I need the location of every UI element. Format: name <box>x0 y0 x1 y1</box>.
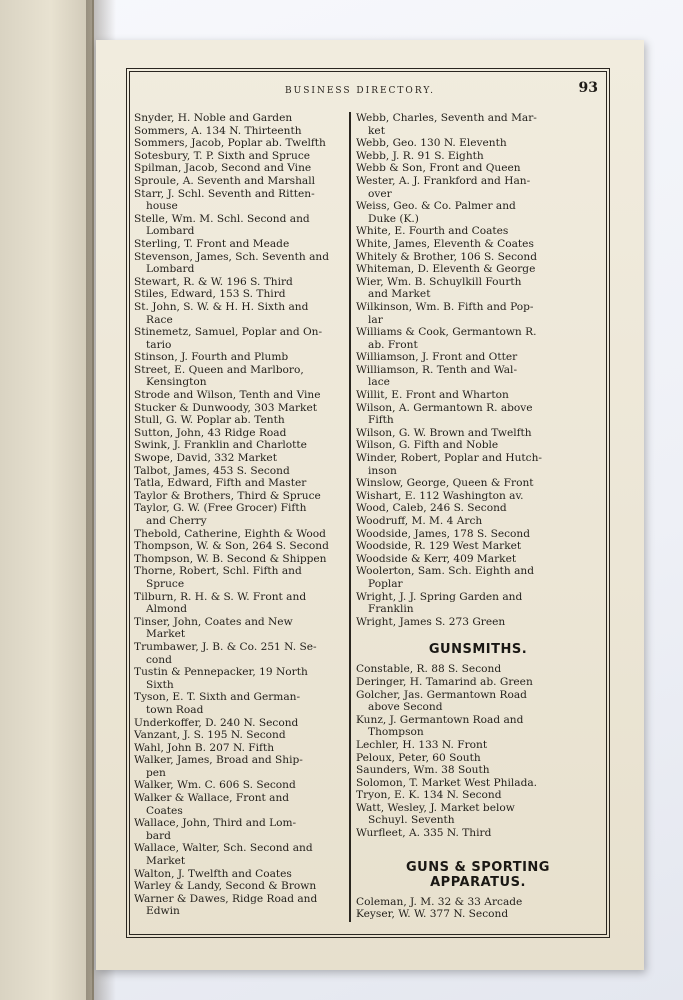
directory-entry <box>356 663 600 676</box>
directory-entry <box>134 175 344 188</box>
directory-entry <box>356 591 600 616</box>
entry-line: Stinson, J. Fourth and Plumb <box>134 351 289 364</box>
entry-line: Williams & Cook, Germantown R. <box>356 326 537 339</box>
entry-continuation: house <box>146 200 178 213</box>
entry-line: Strode and Wilson, Tenth and Vine <box>134 389 321 402</box>
directory-entry <box>134 490 344 503</box>
entry-line: Wood, Caleb, 246 S. Second <box>356 502 507 515</box>
entry-line: Thompson, W. B. Second & Shippen <box>134 552 327 565</box>
entry-line: Swope, David, 332 Market <box>134 452 277 465</box>
entry-line: Webb, J. R. 91 S. Eighth <box>356 149 484 162</box>
entry-line: Webb, Charles, Seventh and Mar- <box>356 112 537 124</box>
entry-continuation: and Cherry <box>146 515 207 527</box>
entry-line: Weiss, Geo. & Co. Palmer and <box>356 200 516 213</box>
directory-entry <box>134 427 344 440</box>
entry-line: Thebold, Catherine, Eighth & Wood <box>134 527 326 540</box>
directory-entry <box>356 112 600 137</box>
directory-entry <box>134 540 344 553</box>
entry-line: Walker, James, Broad and Ship- <box>134 754 303 767</box>
directory-entry <box>356 238 600 251</box>
directory-entry <box>356 676 600 689</box>
entry-line: Whiteman, D. Eleventh & George <box>356 263 536 276</box>
directory-entry <box>134 893 344 918</box>
directory-entry <box>134 880 344 893</box>
entry-line: White, James, Eleventh & Coates <box>356 237 534 250</box>
directory-entry <box>134 439 344 452</box>
directory-entry <box>134 842 344 867</box>
entry-line: Taylor, G. W. (Free Grocer) Fifth <box>134 502 307 515</box>
entry-line: Woodside, James, 178 S. Second <box>356 527 531 540</box>
page-border <box>126 68 610 938</box>
entry-line: Wallace, Walter, Sch. Second and <box>134 842 313 855</box>
entry-line: Sommers, A. 134 N. Thirteenth <box>134 124 302 137</box>
entry-line: Webb & Son, Front and Queen <box>356 162 521 175</box>
entry-line: Talbot, James, 453 S. Second <box>134 464 290 477</box>
entry-line: Wier, Wm. B. Schuylkill Fourth <box>356 275 522 288</box>
entry-line: Whitely & Brother, 106 S. Second <box>356 250 538 263</box>
directory-entry <box>356 351 600 364</box>
directory-entry <box>134 389 344 402</box>
directory-entry <box>356 802 600 827</box>
entry-line: Wishart, E. 112 Washington av. <box>356 489 524 502</box>
entry-continuation: Schuyl. Seventh <box>368 814 455 827</box>
entry-line: Willit, E. Front and Wharton <box>356 389 509 402</box>
section-title-line: APPARATUS. <box>430 874 526 890</box>
directory-entry <box>134 742 344 755</box>
entry-line: Wurfleet, A. 335 N. Third <box>356 827 492 840</box>
directory-entry <box>356 689 600 714</box>
directory-entry <box>134 238 344 251</box>
directory-entry <box>356 777 600 790</box>
directory-entry <box>134 251 344 276</box>
directory-entry <box>134 502 344 527</box>
entry-line: Deringer, H. Tamarind ab. Green <box>356 675 533 688</box>
directory-entry <box>134 414 344 427</box>
directory-entry <box>134 364 344 389</box>
directory-entry <box>356 515 600 528</box>
directory-entry <box>356 263 600 276</box>
section-title-line: GUNS & SPORTING <box>406 859 550 875</box>
entry-line: Wilson, G. Fifth and Noble <box>356 439 499 452</box>
directory-entry <box>134 112 344 125</box>
directory-entry <box>356 162 600 175</box>
directory-entry <box>356 789 600 802</box>
directory-entry <box>356 896 600 909</box>
entry-continuation: Thompson <box>368 726 424 739</box>
entry-continuation: Market <box>146 628 186 641</box>
entry-line: Webb, Geo. 130 N. Eleventh <box>356 137 507 150</box>
directory-entry <box>134 565 344 590</box>
entry-line: Tustin & Pennepacker, 19 North <box>134 666 308 679</box>
directory-entry <box>134 326 344 351</box>
entry-line: Spilman, Jacob, Second and Vine <box>134 162 312 175</box>
directory-entry <box>356 301 600 326</box>
entry-line: Stiles, Edward, 153 S. Third <box>134 288 286 301</box>
entry-line: Williamson, J. Front and Otter <box>356 351 518 364</box>
entry-continuation: Franklin <box>368 603 414 616</box>
entry-continuation: and Market <box>368 288 431 301</box>
entry-continuation: ab. Front <box>368 338 418 351</box>
entry-line: Wright, J. J. Spring Garden and <box>356 590 523 603</box>
directory-entry <box>134 868 344 881</box>
directory-entry <box>134 729 344 742</box>
directory-entry <box>356 739 600 752</box>
entry-continuation: Race <box>146 313 173 326</box>
directory-entry <box>134 213 344 238</box>
directory-entry <box>356 439 600 452</box>
entry-line: Woolerton, Sam. Sch. Eighth and <box>356 565 535 578</box>
entry-continuation: inson <box>368 464 397 477</box>
entry-continuation: lar <box>368 313 383 326</box>
entry-line: Stevenson, James, Sch. Seventh and <box>134 250 330 263</box>
directory-entry <box>356 827 600 840</box>
entry-line: Vanzant, J. S. 195 N. Second <box>134 729 286 742</box>
entry-line: Williamson, R. Tenth and Wal- <box>356 363 518 376</box>
directory-entry <box>356 402 600 427</box>
directory-entry <box>356 752 600 765</box>
entry-line: Walker & Wallace, Front and <box>134 792 290 805</box>
entry-continuation: bard <box>146 829 171 842</box>
directory-entry <box>134 188 344 213</box>
page-number: 93 <box>578 80 598 96</box>
directory-entry <box>134 162 344 175</box>
directory-entry <box>134 691 344 716</box>
entry-line: Sommers, Jacob, Poplar ab. Twelfth <box>134 137 326 150</box>
column-divider <box>349 112 351 922</box>
directory-entry <box>134 402 344 415</box>
entry-line: Tilburn, R. H. & S. W. Front and <box>134 590 307 603</box>
directory-entry <box>356 389 600 402</box>
entry-line: Peloux, Peter, 60 South <box>356 751 481 764</box>
entry-continuation: town Road <box>146 703 204 716</box>
directory-page <box>96 40 644 970</box>
guns-sporting-entries <box>356 896 600 921</box>
entry-line: Snyder, H. Noble and Garden <box>134 112 293 124</box>
directory-entry <box>134 477 344 490</box>
entry-line: Sotesbury, T. P. Sixth and Spruce <box>134 149 311 162</box>
directory-entry <box>356 565 600 590</box>
directory-entry <box>356 502 600 515</box>
directory-entry <box>134 351 344 364</box>
entry-line: Stucker & Dunwoody, 303 Market <box>134 401 318 414</box>
entry-line: Wilkinson, Wm. B. Fifth and Pop- <box>356 300 534 313</box>
directory-entry <box>134 276 344 289</box>
directory-entry <box>134 301 344 326</box>
entry-line: Watt, Wesley, J. Market below <box>356 801 515 814</box>
entry-line: Solomon, T. Market West Philada. <box>356 776 538 789</box>
entry-line: Sterling, T. Front and Meade <box>134 237 290 250</box>
entry-continuation: Lombard <box>146 225 195 238</box>
directory-entry <box>134 792 344 817</box>
entry-line: Wright, James S. 273 Green <box>356 615 506 628</box>
entry-line: Constable, R. 88 S. Second <box>356 663 502 676</box>
left-column <box>134 112 344 918</box>
right-column-entries <box>356 112 600 628</box>
directory-entry <box>356 276 600 301</box>
directory-entry <box>134 137 344 150</box>
entry-continuation: pen <box>146 766 166 779</box>
entry-line: Walker, Wm. C. 606 S. Second <box>134 779 296 792</box>
directory-entry <box>356 764 600 777</box>
entry-line: Wilson, G. W. Brown and Twelfth <box>356 426 532 439</box>
directory-entry <box>356 452 600 477</box>
directory-entry <box>356 540 600 553</box>
entry-line: Tatla, Edward, Fifth and Master <box>134 477 307 490</box>
entry-continuation: tario <box>146 338 172 351</box>
section-title-gunsmiths: GUNSMITHS. <box>428 642 528 658</box>
directory-entry <box>356 364 600 389</box>
entry-line: Wahl, John B. 207 N. Fifth <box>134 741 275 754</box>
entry-continuation: Coates <box>146 804 183 817</box>
entry-line: Saunders, Wm. 38 South <box>356 764 490 777</box>
directory-entry <box>356 477 600 490</box>
directory-entry <box>134 553 344 566</box>
entry-line: Winder, Robert, Poplar and Hutch- <box>356 452 542 465</box>
entry-continuation: lace <box>368 376 390 389</box>
directory-entry <box>134 452 344 465</box>
entry-continuation: over <box>368 187 392 200</box>
entry-line: Trumbawer, J. B. & Co. 251 N. Se- <box>134 640 317 653</box>
directory-entry <box>356 150 600 163</box>
entry-line: Street, E. Queen and Marlboro, <box>134 363 304 376</box>
entry-line: Swink, J. Franklin and Charlotte <box>134 439 307 452</box>
entry-line: Stewart, R. & W. 196 S. Third <box>134 275 293 288</box>
entry-line: Thorne, Robert, Schl. Fifth and <box>134 565 302 578</box>
entry-line: Woodside, R. 129 West Market <box>356 540 522 553</box>
directory-entry <box>356 528 600 541</box>
entry-line: Wallace, John, Third and Lom- <box>134 817 297 830</box>
entry-line: Underkoffer, D. 240 N. Second <box>134 716 299 729</box>
directory-entry <box>134 779 344 792</box>
directory-entry <box>356 490 600 503</box>
directory-entry <box>134 591 344 616</box>
directory-entry <box>356 175 600 200</box>
right-column <box>356 112 600 921</box>
entry-continuation: Almond <box>146 603 188 616</box>
directory-entry <box>134 125 344 138</box>
directory-entry <box>356 137 600 150</box>
directory-entry <box>356 200 600 225</box>
directory-entry <box>356 553 600 566</box>
entry-line: Woodside & Kerr, 409 Market <box>356 552 517 565</box>
entry-continuation: Edwin <box>146 905 180 918</box>
entry-line: Kunz, J. Germantown Road and <box>356 713 524 726</box>
entry-continuation: Lombard <box>146 263 195 276</box>
entry-line: Wester, A. J. Frankford and Han- <box>356 174 531 187</box>
facing-page <box>0 0 94 1000</box>
entry-line: Tyson, E. T. Sixth and German- <box>134 691 301 704</box>
entry-line: Thompson, W. & Son, 264 S. Second <box>134 540 329 553</box>
entry-line: Woodruff, M. M. 4 Arch <box>356 515 483 527</box>
entry-line: Wilson, A. Germantown R. above <box>356 401 533 414</box>
directory-entry <box>134 616 344 641</box>
entry-line: Winslow, George, Queen & Front <box>356 477 534 490</box>
entry-line: Starr, J. Schl. Seventh and Ritten- <box>134 187 315 200</box>
entry-line: St. John, S. W. & H. H. Sixth and <box>134 300 309 313</box>
directory-entry <box>134 150 344 163</box>
entry-continuation: Sixth <box>146 678 174 691</box>
directory-entry <box>356 326 600 351</box>
entry-line: Sutton, John, 43 Ridge Road <box>134 426 287 439</box>
entry-continuation: Spruce <box>146 577 185 590</box>
entry-line: Tryon, E. K. 134 N. Second <box>356 789 502 802</box>
entry-line: Coleman, J. M. 32 & 33 Arcade <box>356 895 523 908</box>
entry-line: Warley & Landy, Second & Brown <box>134 880 317 893</box>
directory-entry <box>356 908 600 921</box>
entry-continuation: above Second <box>368 701 443 714</box>
entry-continuation: ket <box>368 124 385 137</box>
entry-continuation: Poplar <box>368 577 403 590</box>
running-header: BUSINESS DIRECTORY. <box>285 86 435 96</box>
entry-line: Tinser, John, Coates and New <box>134 615 293 628</box>
entry-continuation: Kensington <box>146 376 207 389</box>
section-title-guns-sporting <box>356 860 600 890</box>
gunsmiths-entries <box>356 663 600 839</box>
entry-line: Stinemetz, Samuel, Poplar and On- <box>134 326 323 339</box>
directory-entry <box>134 666 344 691</box>
entry-line: Warner & Dawes, Ridge Road and <box>134 892 318 905</box>
entry-continuation: Duke (K.) <box>368 212 419 225</box>
entry-line: Taylor & Brothers, Third & Spruce <box>134 489 321 502</box>
entry-line: Keyser, W. W. 377 N. Second <box>356 908 509 921</box>
entry-line: Sproule, A. Seventh and Marshall <box>134 174 315 187</box>
entry-line: Stelle, Wm. M. Schl. Second and <box>134 212 310 225</box>
directory-entry <box>356 427 600 440</box>
entry-line: Stull, G. W. Poplar ab. Tenth <box>134 414 285 427</box>
entry-line: Golcher, Jas. Germantown Road <box>356 688 527 701</box>
directory-entry <box>134 288 344 301</box>
entry-continuation: cond <box>146 653 172 666</box>
directory-entry <box>134 754 344 779</box>
facing-page-text-fragments <box>4 10 84 970</box>
entry-line: White, E. Fourth and Coates <box>356 225 509 238</box>
entry-line: Lechler, H. 133 N. Front <box>356 738 488 751</box>
entry-line: Walton, J. Twelfth and Coates <box>134 867 292 880</box>
entry-continuation: Fifth <box>368 414 394 427</box>
entry-continuation: Market <box>146 855 186 868</box>
directory-entry <box>134 465 344 478</box>
directory-entry <box>134 817 344 842</box>
directory-entry <box>134 717 344 730</box>
directory-entry <box>356 616 600 629</box>
directory-entry <box>134 641 344 666</box>
directory-entry <box>356 714 600 739</box>
directory-entry <box>134 528 344 541</box>
directory-entry <box>356 225 600 238</box>
directory-entry <box>356 251 600 264</box>
